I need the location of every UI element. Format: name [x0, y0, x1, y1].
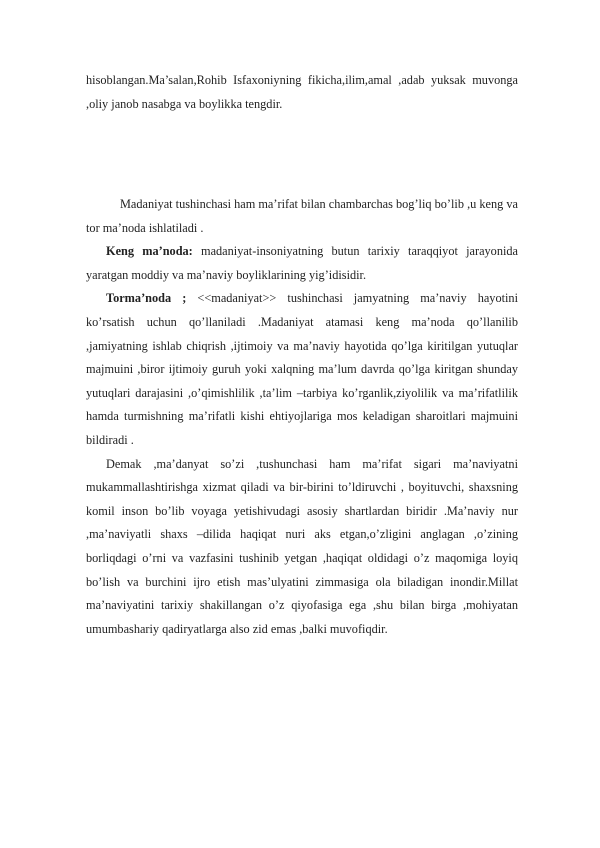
paragraph-continuation: hisoblangan.Ma’salan,Rohib Isfaxoniyning fikicha,ilim,amal ,adab yuksak muvonga ,oliy janob nasabga va boylikka tengdir. — [86, 73, 518, 111]
paragraph-intro: Madaniyat tushinchasi ham ma’rifat bilan chambarchas bog’liq bo’lib ,u keng va tor ma’noda ishlatiladi . — [86, 197, 518, 235]
term-broad-meaning: Keng ma’noda: — [106, 244, 193, 259]
top-text-block — [86, 69, 518, 116]
paragraph-conclusion: Demak ,ma’danyat so’zi ,tushunchasi ham ma’rifat sigari ma’naviyatni mukammallashtirishga xizmat qiladi va bir-birini to’ldiruvchi , boyituvchi, shaxsning komil inson bo’lib voyaga yetishivudagi asosiy shartlardan biridir .Ma’naviy nur ,ma’naviyatli shaxs –dilida haqiqat nuri aks etgan,o’zligini anglagan ,o’zining borliqdagi o’rni va vazfasini tushinib yetgan ,haqiqat oldidagi o’z maqomiga loyiq bo’lish va burchini ijro etish mas’ulyatini zimmasiga ola biladigan inondir.Millat ma’naviyatini tarixiy shakillangan o’z qiyofasiga ega ,shu bilan birga ,mohiyatan umumbashariy qadiryatlarga also zid emas ,balki muvofiqdir. — [86, 456, 518, 636]
paragraph-broad-meaning — [86, 240, 518, 287]
paragraph-narrow-meaning — [86, 287, 518, 452]
definition-broad-meaning: madaniyat-insoniyatning butun tarixiy taraqqiyot jarayonida yaratgan moddiy va ma’naviy boyliklarining yig’idisidir. — [86, 244, 518, 282]
definition-narrow-meaning: <<madaniyat>> tushinchasi jamyatning ma’naviy hayotini ko’rsatish uchun qo’llaniladi .Madaniyat atamasi keng ma’noda qo’llanilib ,jamiyatning ishlab chiqrish ,ijtimoiy va ma’naviy hayotida qo’lga kiritilgan yutuqlar majmuini ,biror ijtimoiy guruh yoki xalqning ma’lum davrda qo’lga kiritgan shunday yutuqlari darajasini ,o’qimishlilik ,ta’lim –tarbiya ko’rganlik,ziyolilik va ma’rifatlilik hamda turmishning ma’rifatli kishi ehtiyojlariga mos keladigan sharoitlari majmuini bildiradi . — [86, 291, 518, 447]
main-text-block — [86, 193, 518, 641]
term-narrow-meaning: Torma’noda ; — [106, 291, 187, 306]
